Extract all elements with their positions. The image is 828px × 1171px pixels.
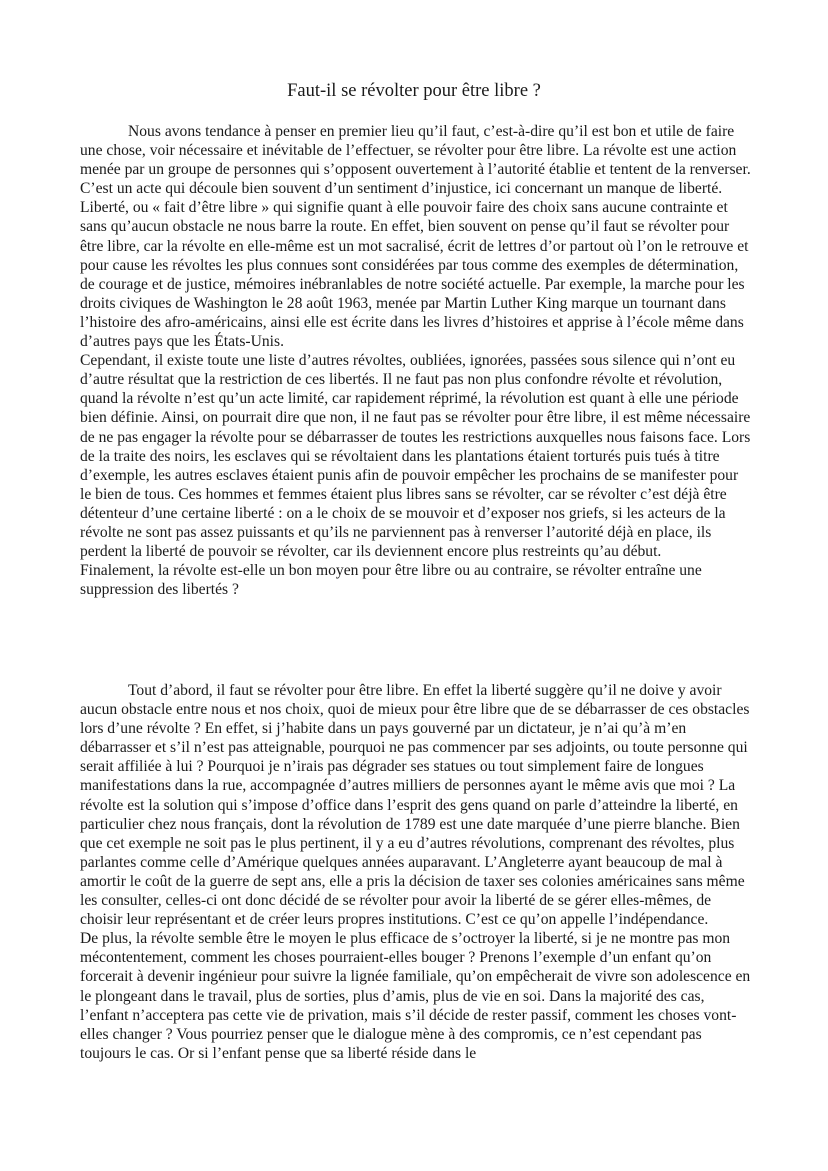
intro-paragraph-2: Cependant, il existe toute une liste d’autres révoltes, oubliées, ignorées, passées sous silence qui n’ont eu d’autre résultat que la restriction de ces libertés. Il ne faut pas non plus confondre révolte et révolution, quand la révolte n’est qu’un acte limité, car rapidement réprimé, la révolution est quant à elle une période bien définie. Ainsi, on pourrait dire que non, il ne faut pas se révolter pour être libre, il est même nécessaire de ne pas engager la révolte pour se débarrasser de toutes les restrictions auxquelles nous faisons face. Lors de la traite des noirs, les esclaves qui se révoltaient dans les plantations étaient torturés puis tués à titre d’exemple, les autres esclaves étaient punis afin de pouvoir empêcher les prochains de se manifester pour le bien de tous. Ces hommes et femmes étaient plus libres sans se révolter, car se révolter c’est déjà être détenteur d’une certaine liberté : on a le choix de se mouvoir et d’exposer nos griefs, si les acteurs de la révolte ne sont pas assez puissants et qu’ils ne parviennent pas à renverser l’autorité déjà en place, ils perdent la liberté de pouvoir se révolter, car ils deviennent encore plus restreints qu’au début. — [80, 352, 751, 561]
intro-paragraph-1: Nous avons tendance à penser en premier lieu qu’il faut, c’est-à-dire qu’il est bon et utile de faire une chose, voir nécessaire et inévitable de l’effectuer, se révolter pour être libre. La révolte est une action menée par un groupe de personnes qui s’opposent ouvertement à l’autorité établie et tentent de la renverser. C’est un acte qui découle bien souvent d’un sentiment d’injustice, ici concernant un manque de liberté. Liberté, ou « fait d’être libre » qui signifie quant à elle pouvoir faire des choix sans aucune contrainte et sans qu’aucun obstacle ne nous barre la route. En effet, bien souvent on pense qu’il faut se révolter pour être libre, car la révolte en elle-même est un mot sacralisé, écrit de lettres d’or partout où l’on le retrouve et pour cause les révoltes les plus connues sont considérées par tous comme des exemples de détermination, de courage et de justice, mémoires inébranlables de notre société actuelle. Par exemple, la marche pour les droits civiques de Washington le 28 août 1963, menée par Martin Luther King marque un tournant dans l’histoire des afro-américains, ainsi elle est écrite dans les livres d’histoires et apprise à l’école même dans d’autres pays que les États-Unis. — [80, 123, 751, 351]
document-title: Faut-il se révolter pour être libre ? — [287, 81, 541, 101]
intro-problematic: Finalement, la révolte est-elle un bon moyen pour être libre ou au contraire, se révolter entraîne une suppression des libertés ? — [80, 562, 702, 599]
part-one-section — [80, 681, 752, 1063]
part-one-paragraph-1: Tout d’abord, il faut se révolter pour être libre. En effet la liberté suggère qu’il ne doive y avoir aucun obstacle entre nous et nos choix, quoi de mieux pour être libre que de se débarrasser de ces obstacles lors d’une révolte ? En effet, si j’habite dans un pays gouverné par un dictateur, je n’ai qu’à m’en débarrasser et s’il n’est pas atteignable, pourquoi ne pas commencer par ses adjoints, ou toute personne qui serait affiliée à lui ? Pourquoi je n’irais pas dégrader ses statues ou tout simplement faire de longues manifestations dans la rue, accompagnée d’autres milliers de personnes ayant le même avis que moi ? La révolte est la solution qui s’impose d’office dans l’esprit des gens quand on parle d’atteindre la liberté, en particulier chez nous français, dont la révolution de 1789 est une date marquée d’une pierre blanche. Bien que cet exemple ne soit pas le plus pertinent, il y a eu d’autres révolutions, comprenant des révoltes, plus parlantes comme celle d’Amérique quelques années auparavant. L’Angleterre ayant beaucoup de mal à amortir le coût de la guerre de sept ans, elle a pris la décision de taxer ses colonies américaines sans même les consulter, celles-ci ont donc décidé de se révolter pour avoir la liberté de se gérer elles-mêmes, de choisir leur représentant et de créer leurs propres institutions. C’est ce qu’on appelle l’indépendance. — [80, 682, 750, 929]
introduction-section — [80, 122, 752, 599]
part-one-paragraph-2: De plus, la révolte semble être le moyen le plus efficace de s’octroyer la liberté, si je ne montre pas mon mécontentement, comment les choses pourraient-elles bouger ? Prenons l’exemple d’un enfant qu’on forcerait à devenir ingénieur pour suivre la lignée familiale, qu’on empêcherait de vivre son adolescence en le plongeant dans le travail, plus de sorties, plus d’amis, plus de vie en soi. Dans la majorité des cas, l’enfant n’acceptera pas cette vie de privation, mais s’il décide de rester passif, comment les choses vont-elles changer ? Vous pourriez penser que le dialogue mène à des compromis, ce n’est cependant pas toujours le cas. Or si l’enfant pense que sa liberté réside dans le — [80, 930, 751, 1062]
